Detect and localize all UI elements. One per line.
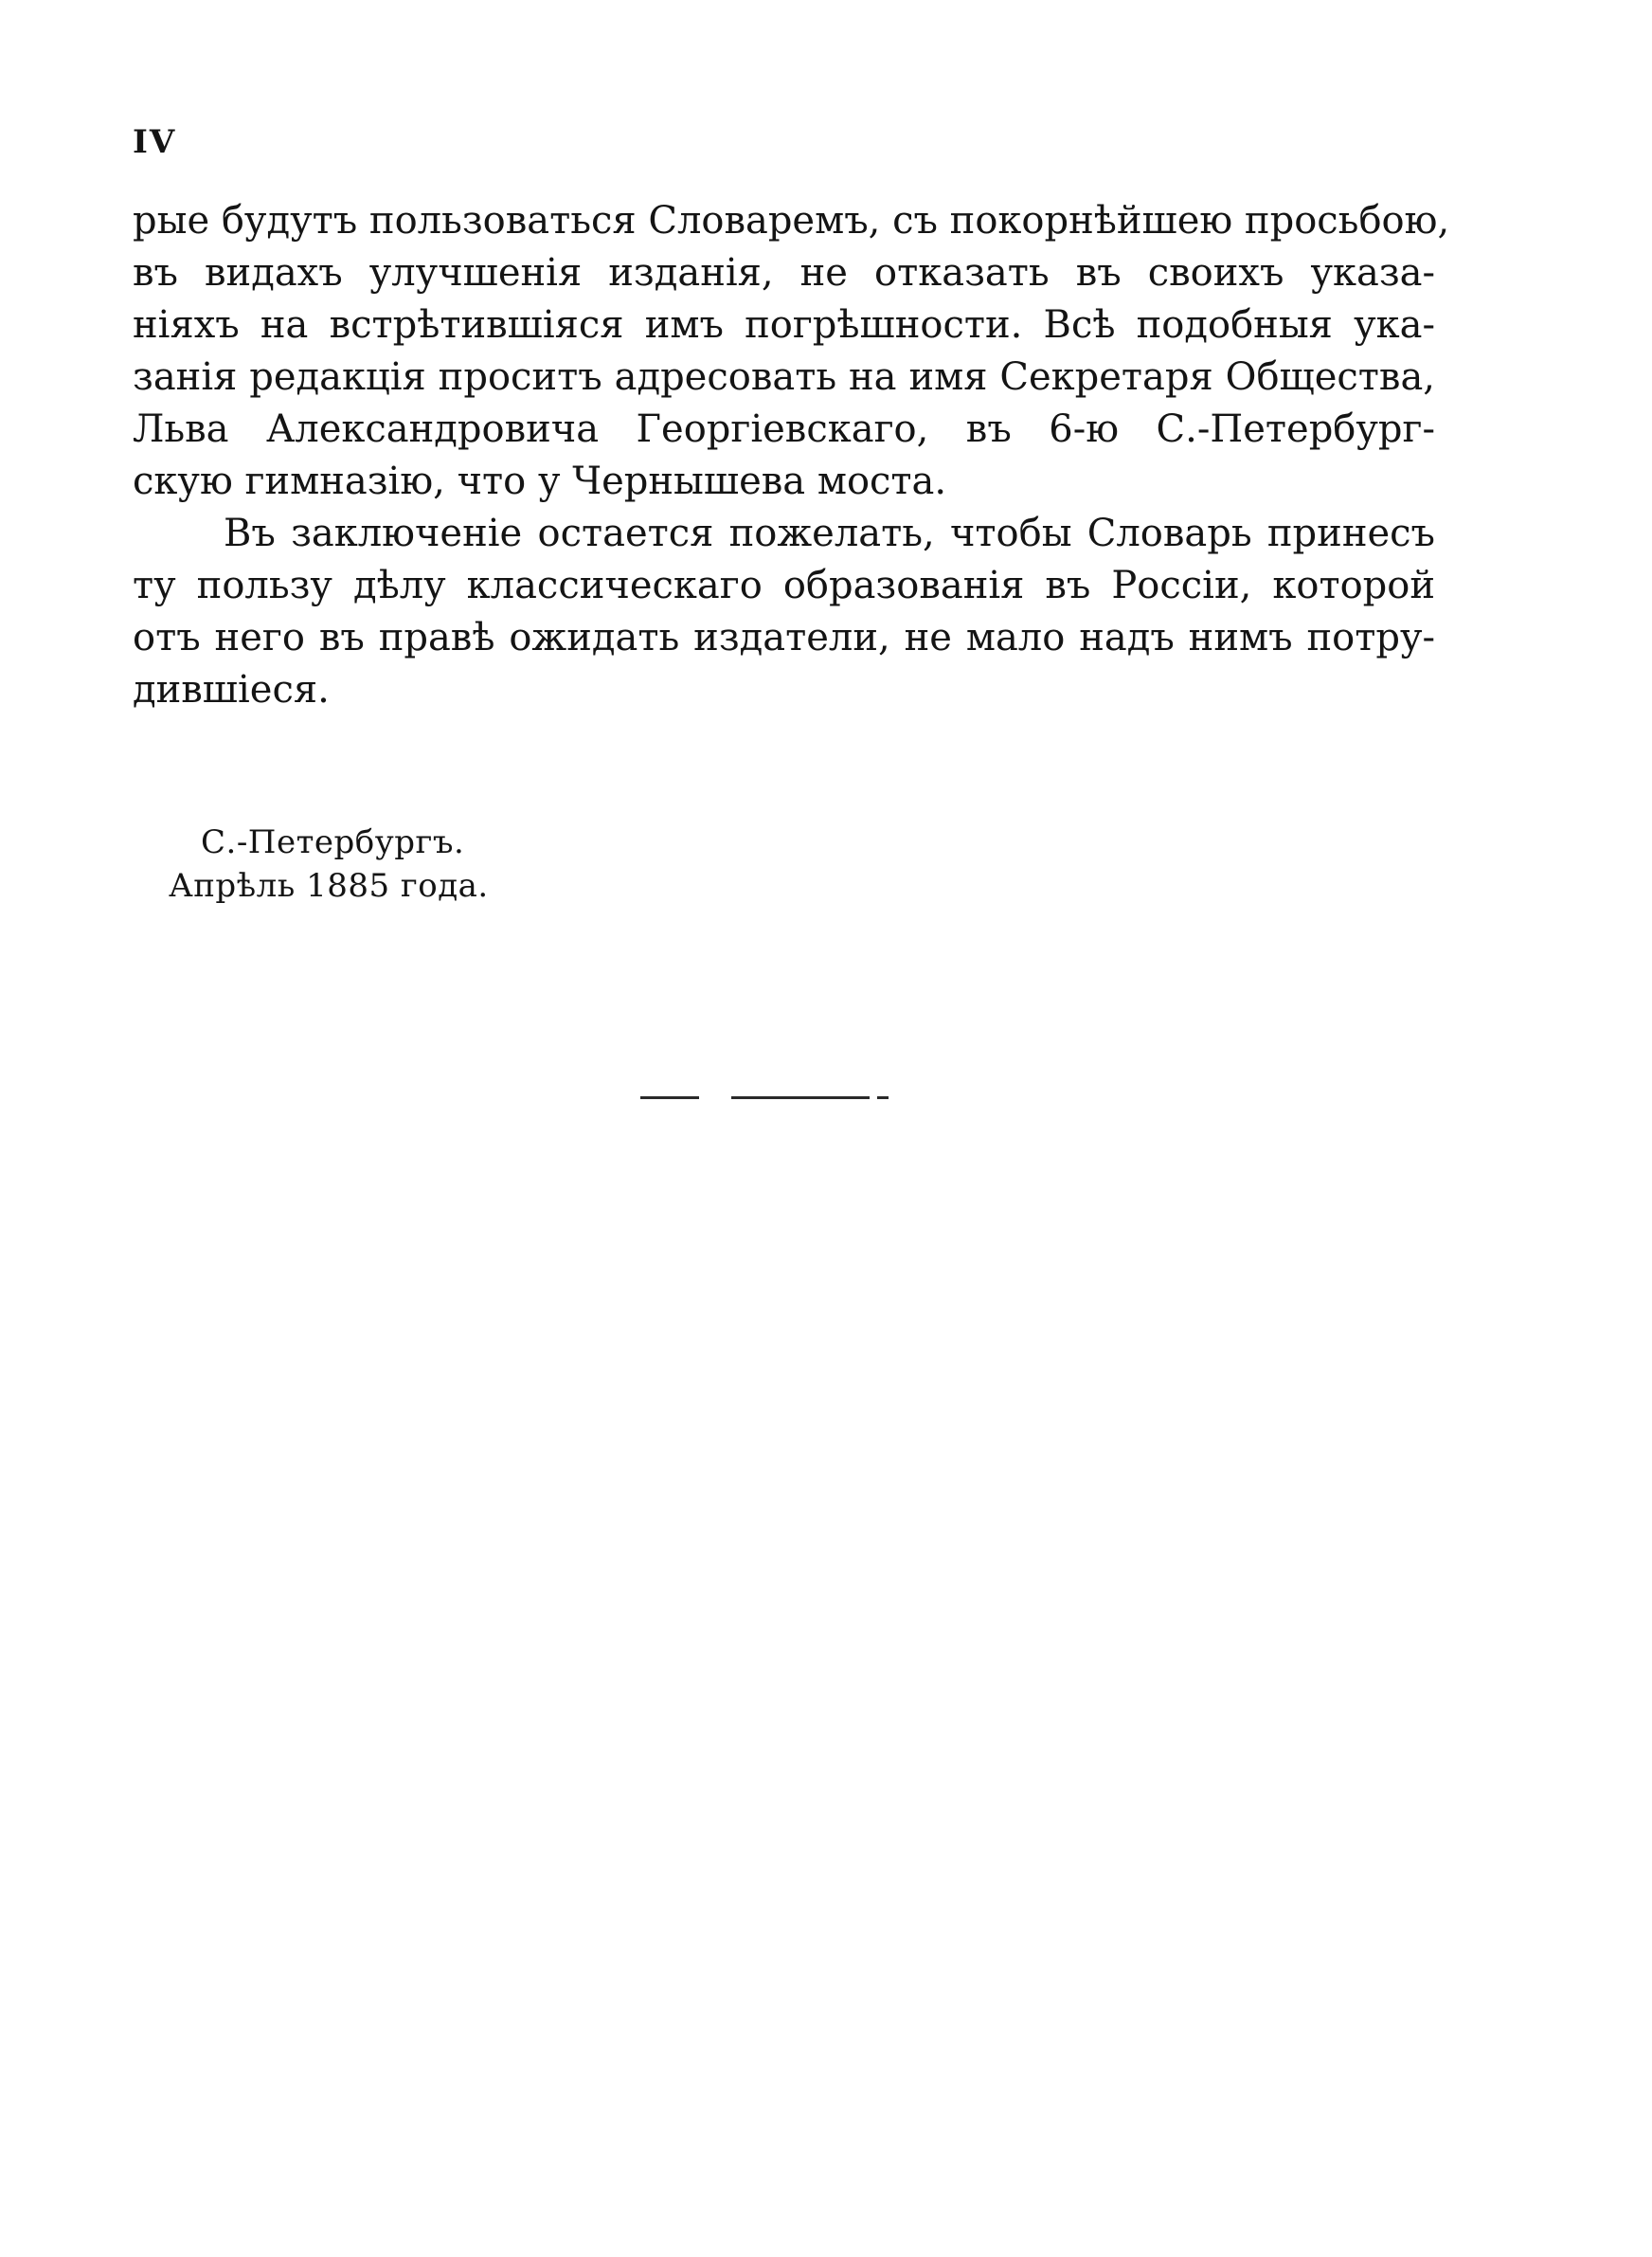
page-number: IV (133, 123, 177, 161)
text-line: Въ заключеніе остается пожелать, чтобы Словарь принесъ (224, 512, 1435, 555)
text-line: занія редакція проситъ адресовать на имя Секретаря Общества, (133, 355, 1435, 399)
signature-block (169, 821, 489, 908)
text-line: ту пользу дѣлу классическаго образованія въ Россіи, которой (133, 564, 1435, 607)
text-line: рые будутъ пользоваться Словаремъ, съ покорнѣйшею просьбою, (133, 199, 1450, 243)
body-text (133, 195, 1450, 716)
text-line: отъ него въ правѣ ожидать издатели, не мало надъ нимъ потру- (133, 616, 1435, 659)
text-line: Льва Александровича Георгіевскаго, въ 6-ю С.-Петербург- (133, 407, 1435, 451)
paragraph-2 (133, 508, 1435, 716)
paragraph-1 (133, 195, 1450, 508)
text-line: въ видахъ улучшенія изданія, не отказать въ своихъ указа- (133, 251, 1435, 295)
text-line: ніяхъ на встрѣтившіяся имъ погрѣшности. Всѣ подобныя ука- (133, 303, 1435, 347)
text-line: скую гимназію, что у Чернышева моста. (133, 460, 947, 503)
end-divider-segment (731, 1096, 870, 1099)
text-line: дившіеся. (133, 668, 330, 712)
end-divider-segment (877, 1096, 889, 1099)
signature-date: Апрѣль 1885 года. (169, 867, 489, 905)
end-divider-segment (640, 1096, 699, 1099)
signature-place: С.-Петербургъ. (201, 823, 465, 861)
